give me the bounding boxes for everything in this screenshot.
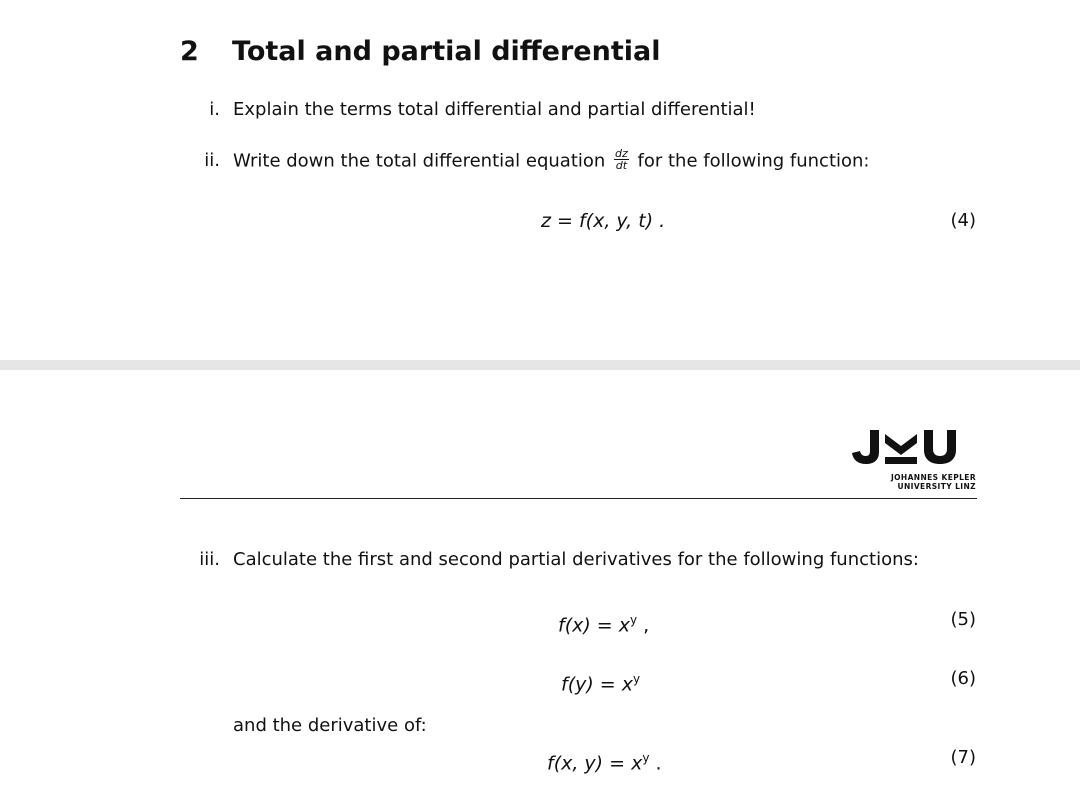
jku-logo <box>848 428 978 492</box>
equation-lhs: f(y) = x <box>561 673 634 696</box>
equation-exponent: y <box>642 751 650 765</box>
logo-line-2: UNIVERSITY LINZ <box>897 482 976 491</box>
list-item-text: Explain the terms total differential and partial differential! <box>233 99 756 120</box>
list-marker: iii. <box>199 549 220 570</box>
equation-number-7: (7) <box>950 747 976 768</box>
equation-lhs: f(x) = x <box>558 614 631 637</box>
text-before-fraction: Write down the total differential equation <box>233 150 606 172</box>
section-title: Total and partial differential <box>232 36 661 67</box>
equation-tail: , <box>637 614 650 637</box>
equation-exponent: y <box>630 613 638 627</box>
fraction-dz-dt <box>614 148 629 171</box>
text-after-fraction: for the following function: <box>637 150 870 172</box>
equation-number-4: (4) <box>950 210 976 231</box>
connector-text: and the derivative of: <box>233 715 427 736</box>
list-marker: i. <box>209 99 220 120</box>
equation-4: z = f(x, y, t) . <box>541 210 666 232</box>
section-heading <box>180 36 660 68</box>
page-separator <box>0 360 1080 370</box>
equation-exponent: y <box>633 672 641 686</box>
equation-lhs: f(x, y) = x <box>547 752 643 775</box>
equation-number-6: (6) <box>950 668 976 689</box>
equation-6 <box>561 667 640 696</box>
fraction-numerator: dz <box>615 147 628 160</box>
equation-tail: . <box>649 752 662 775</box>
section-number: 2 <box>180 36 199 67</box>
equation-5 <box>558 608 649 637</box>
logo-line-1: JOHANNES KEPLER <box>890 473 976 482</box>
list-marker: ii. <box>204 150 220 171</box>
equation-7 <box>547 746 662 775</box>
equation-number-5: (5) <box>950 609 976 630</box>
header-rule <box>180 498 977 499</box>
jku-logo-mark-icon <box>848 428 960 466</box>
fraction-denominator: dt <box>615 159 628 172</box>
list-item-text <box>233 147 870 173</box>
list-item-text: Calculate the first and second partial derivatives for the following functions: <box>233 549 919 570</box>
